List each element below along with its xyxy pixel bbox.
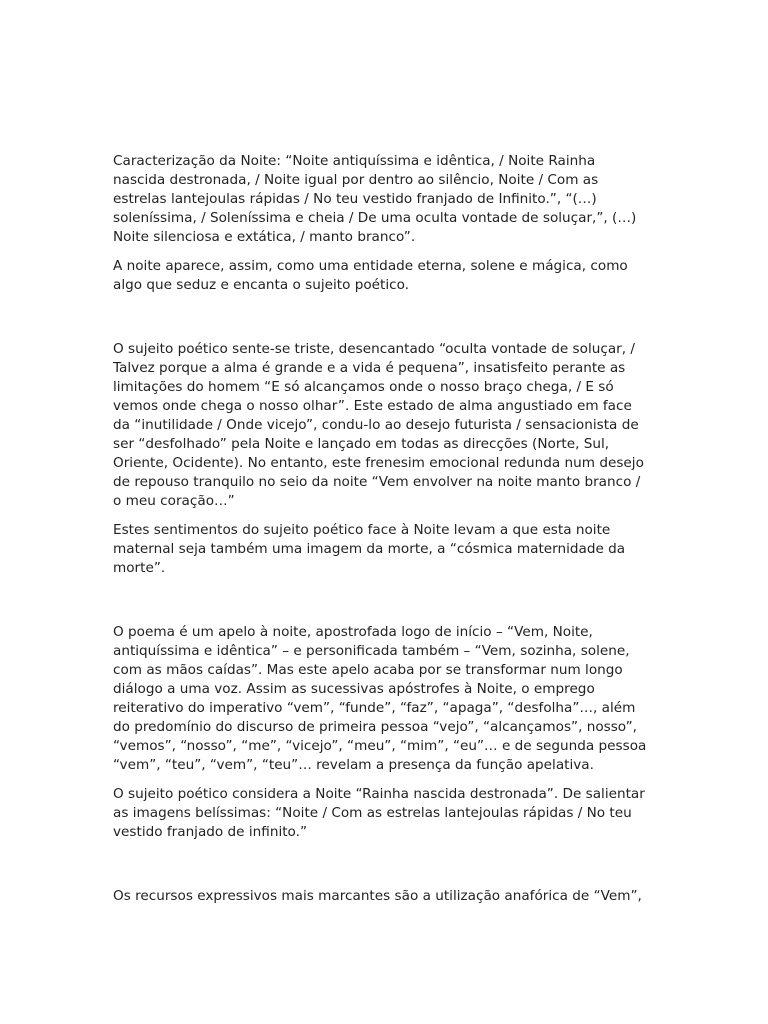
text-line: morte”.: [113, 560, 166, 576]
text-line: o meu coração…”: [113, 493, 235, 509]
text-line: de repouso tranquilo no seio da noite “Vem envolver na noite manto branco /: [113, 474, 641, 490]
text-line: Noite silenciosa e extática, / manto branco”.: [113, 229, 416, 245]
section-spacer: [113, 842, 658, 887]
text-line: algo que seduz e encanta o sujeito poético.: [113, 277, 410, 293]
text-line: Talvez porque a alma é grande e a vida é pequena”, insatisfeito perante as: [113, 360, 626, 376]
text-line: O sujeito poético considera a Noite “Rainha nascida destronada”. De salientar: [113, 786, 645, 802]
text-line: as imagens belíssimas: “Noite / Com as estrelas lantejoulas rápidas / No teu: [113, 805, 632, 821]
paragraph-night-entity: [113, 257, 658, 295]
paragraph-poetic-subject-sadness: [113, 340, 658, 511]
paragraph-spacer: [113, 511, 658, 521]
paragraph-maternal-death: [113, 521, 658, 578]
text-line: Estes sentimentos do sujeito poético face à Noite levam a que esta noite: [113, 522, 611, 538]
text-line: diálogo a uma voz. Assim as sucessivas apóstrofes à Noite, o emprego: [113, 681, 595, 697]
paragraph-queen-night: [113, 785, 658, 842]
paragraph-appeal-to-night: [113, 623, 658, 775]
text-line: limitações do homem “E só alcançamos onde o nosso braço chega, / E só: [113, 379, 614, 395]
document-body: [113, 152, 658, 906]
text-line: vestido franjado de infinito.”: [113, 824, 307, 840]
text-line: O sujeito poético sente-se triste, desencantado “oculta vontade de soluçar, /: [113, 341, 635, 357]
section-spacer: [113, 295, 658, 340]
text-line: ser “desfolhado” pela Noite e lançado em todas as direcções (Norte, Sul,: [113, 436, 610, 452]
text-line: “vemos”, “nosso”, “me”, “vicejo”, “meu”, “mim”, “eu”… e de segunda pessoa: [113, 738, 647, 754]
text-line: maternal seja também uma imagem da morte, a “cósmica maternidade da: [113, 541, 626, 557]
text-line: A noite aparece, assim, como uma entidade eterna, solene e mágica, como: [113, 258, 628, 274]
text-line: O poema é um apelo à noite, apostrofada logo de início – “Vem, Noite,: [113, 624, 593, 640]
paragraph-expressive-resources: [113, 887, 658, 906]
text-line: estrelas lantejoulas rápidas / No teu vestido franjado de Infinito.”, “(…): [113, 191, 597, 207]
text-line: da “inutilidade / Onde vicejo”, condu-lo ao desejo futurista / sensacionista de: [113, 417, 639, 433]
text-line: Caracterização da Noite: “Noite antiquíssima e idêntica, / Noite Rainha: [113, 153, 596, 169]
text-line: Oriente, Ocidente). No entanto, este frenesim emocional redunda num desejo: [113, 455, 644, 471]
text-line: Os recursos expressivos mais marcantes são a utilização anafórica de “Vem”,: [113, 888, 642, 904]
paragraph-spacer: [113, 775, 658, 785]
text-line: reiterativo do imperativo “vem”, “funde”, “faz”, “apaga”, “desfolha”…, além: [113, 700, 636, 716]
text-line: “vem”, “teu”, “vem”, “teu”… revelam a presença da função apelativa.: [113, 757, 594, 773]
text-line: antiquíssima e idêntica” – e personificada também – “Vem, sozinha, solene,: [113, 643, 630, 659]
text-line: vemos onde chega o nosso olhar”. Este estado de alma angustiado em face: [113, 398, 632, 414]
text-line: soleníssima, / Soleníssima e cheia / De uma oculta vontade de soluçar,”, (…): [113, 210, 637, 226]
text-line: com as mãos caídas”. Mas este apelo acaba por se transformar num longo: [113, 662, 623, 678]
paragraph-spacer: [113, 247, 658, 257]
text-line: nascida destronada, / Noite igual por dentro ao silêncio, Noite / Com as: [113, 172, 599, 188]
paragraph-night-characterization: [113, 152, 658, 247]
text-line: do predomínio do discurso de primeira pessoa “vejo”, “alcançamos”, nosso”,: [113, 719, 638, 735]
section-spacer: [113, 578, 658, 623]
